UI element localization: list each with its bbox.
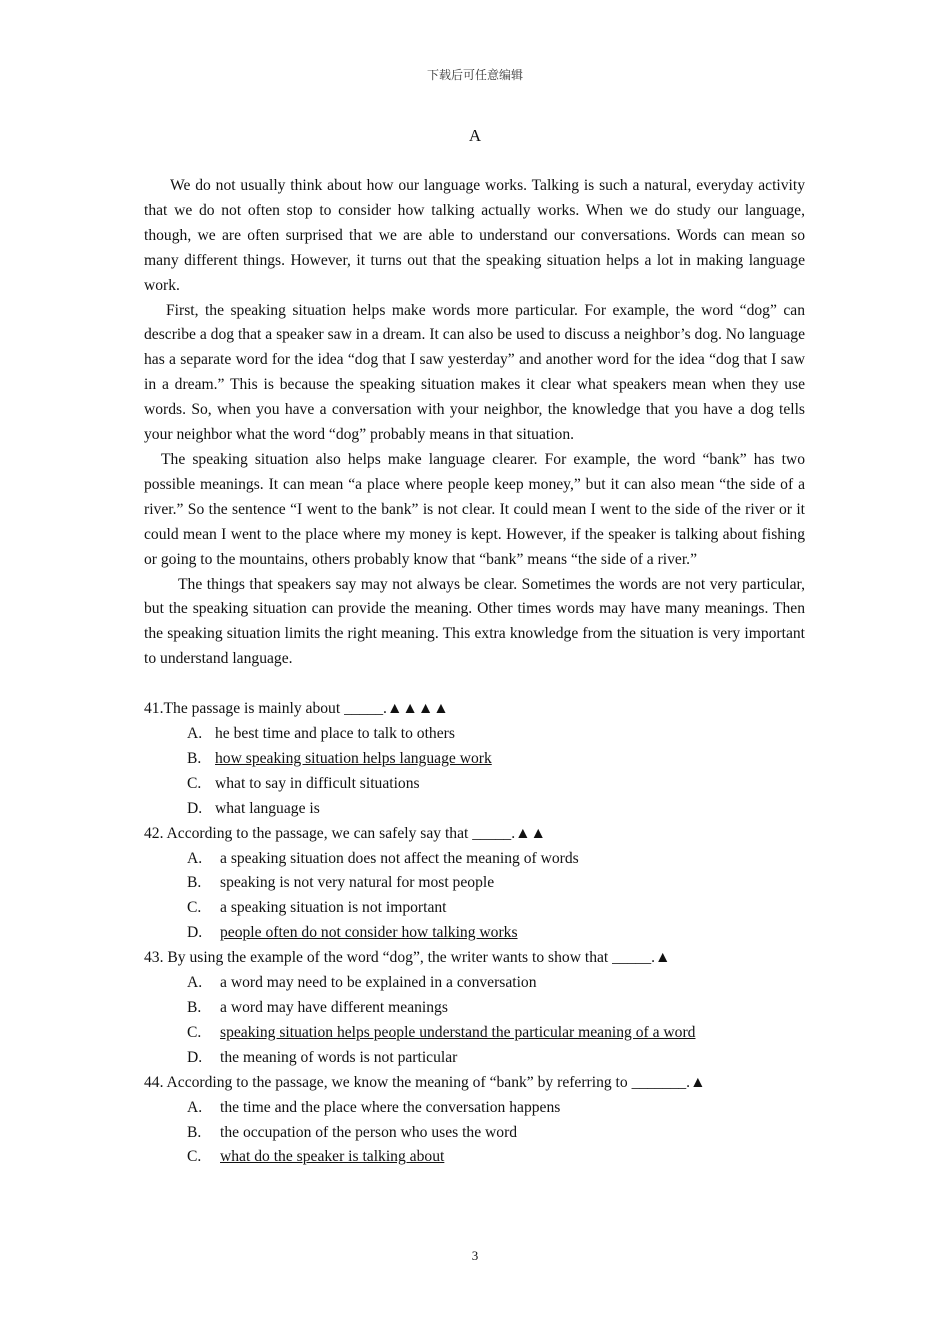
passage-paragraph: First, the speaking situation helps make words more particular. For example, the word “dog” can describe a dog that a speaker saw in a dream. It can also be used to discuss a neighbor’s dog. No language has a separate word for the idea “dog that I saw yesterday” and another word for the idea “dog that I saw in a dream.” This is because the speaking situation makes it clear what speakers mean when they use words. So, when you have a conversation with your neighbor, the knowledge that you have a dog tells your neighbor what the word “dog” probably means in that situation. <box>144 301 805 444</box>
question-44 <box>144 1071 805 1171</box>
option-text: a word may need to be explained in a conversation <box>220 974 537 992</box>
option-c <box>187 1021 805 1046</box>
option-letter: C. <box>187 774 202 792</box>
option-text: a word may have different meanings <box>220 999 448 1016</box>
option-b <box>187 996 805 1021</box>
option-letter: A. <box>187 974 203 992</box>
question-stem: 43. By using the example of the word “dog”, the writer wants to show that _____.▲ <box>144 949 671 967</box>
option-letter: D. <box>187 799 203 817</box>
reading-passage <box>144 174 805 672</box>
option-d <box>187 1046 805 1071</box>
option-letter: B. <box>187 874 202 892</box>
option-d <box>187 921 805 946</box>
passage-paragraph: We do not usually think about how our language works. Talking is such a natural, everyday activity that we do not often stop to consider how talking actually works. When we do study our language, though, we are often surprised that we are able to understand our conversations. Words can mean so many different things. However, it turns out that the speaking situation helps a lot in making language work. <box>144 177 805 294</box>
underlined-answer: speaking situation helps people understand the particular meaning of a word <box>220 1023 696 1041</box>
option-a <box>187 1096 805 1121</box>
option-c <box>187 896 805 921</box>
question-43 <box>144 946 805 1071</box>
option-letter: B. <box>187 999 202 1016</box>
option-letter: C. <box>187 1023 202 1041</box>
option-text: speaking is not very natural for most people <box>220 874 495 892</box>
option-a <box>187 722 805 747</box>
option-a <box>187 847 805 872</box>
option-letter: C. <box>187 1148 202 1166</box>
question-42 <box>144 822 805 947</box>
question-stem: 44. According to the passage, we know the meaning of “bank” by referring to _______.▲ <box>144 1073 706 1091</box>
option-text: a speaking situation is not important <box>220 899 447 917</box>
question-stem: 42. According to the passage, we can safely say that _____.▲▲ <box>144 824 546 842</box>
question-stem: 41.The passage is mainly about _____.▲▲▲▲ <box>144 700 449 718</box>
question-41 <box>144 697 805 822</box>
option-b <box>187 747 805 772</box>
option-letter: A. <box>187 1098 203 1116</box>
passage-paragraph: The things that speakers say may not always be clear. Sometimes the words are not very particular, but the speaking situation can provide the meaning. Other times words may have many meanings. Then the speaking situation limits the right meaning. This extra knowledge from the situation is very important to understand language. <box>144 575 805 668</box>
option-text: what language is <box>215 799 320 817</box>
option-text: the meaning of words is not particular <box>220 1048 458 1066</box>
option-a <box>187 971 805 996</box>
passage-paragraph: The speaking situation also helps make language clearer. For example, the word “bank” has two possible meanings. It can mean “a place where people keep money,” but it can also mean “the side of a river.” So the sentence “I went to the bank” is not clear. It could mean I went to the side of the river or it could mean I went to the place where my money is kept. However, if the speaker is talking about fishing or going to the mountains, others probably know that “bank” means “the side of a river.” <box>144 450 805 568</box>
option-letter: B. <box>187 749 202 767</box>
option-b <box>187 871 805 896</box>
option-letter: C. <box>187 899 202 917</box>
option-letter: D. <box>187 1048 203 1066</box>
page-number: 3 <box>471 1248 479 1263</box>
option-b <box>187 1121 805 1146</box>
option-letter: A. <box>187 849 203 867</box>
option-letter: B. <box>187 1123 202 1141</box>
option-text: the time and the place where the conversation happens <box>220 1098 561 1116</box>
underlined-answer: people often do not consider how talking works <box>220 924 518 942</box>
underlined-answer: how speaking situation helps language work <box>215 749 492 767</box>
option-letter: A. <box>187 725 203 743</box>
passage-title: A <box>468 126 482 145</box>
option-text: a speaking situation does not affect the meaning of words <box>220 849 579 867</box>
document-body <box>144 174 805 1170</box>
option-d <box>187 797 805 822</box>
option-letter: D. <box>187 924 203 942</box>
question-list <box>144 697 805 1170</box>
option-text: what to say in difficult situations <box>215 774 420 792</box>
page-header-note: 下载后可任意编辑 <box>426 68 523 82</box>
underlined-answer: what do the speaker is talking about <box>220 1148 445 1166</box>
option-c <box>187 772 805 797</box>
option-text: the occupation of the person who uses the word <box>220 1123 518 1141</box>
option-c <box>187 1145 805 1170</box>
option-text: he best time and place to talk to others <box>215 725 455 743</box>
